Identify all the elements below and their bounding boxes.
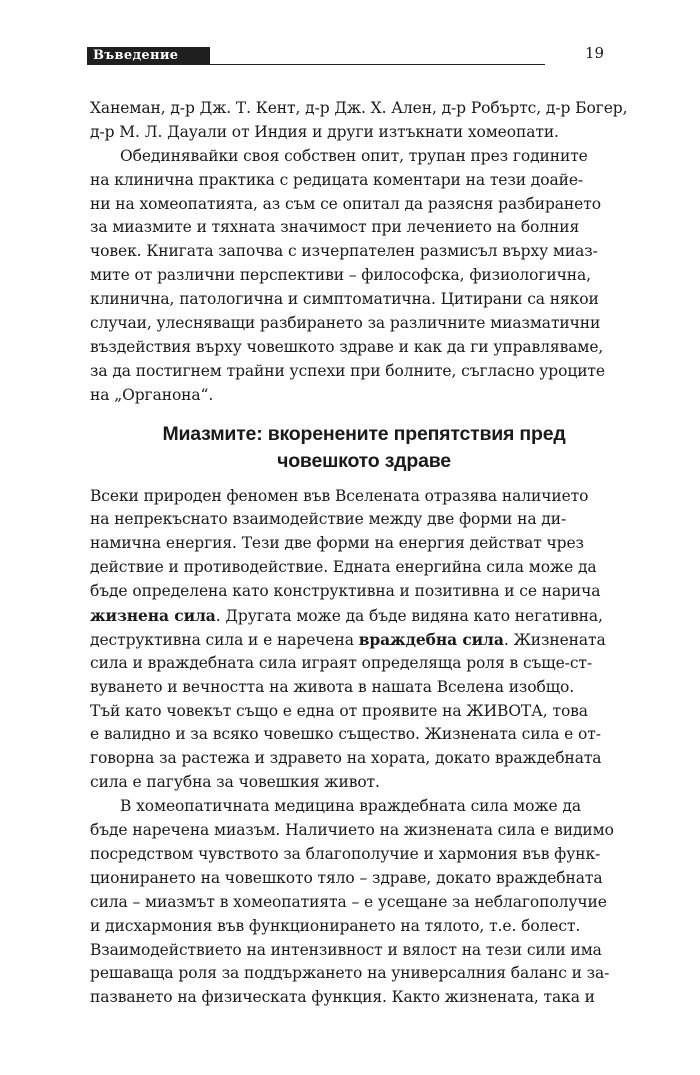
text-line: ни на хомеопатията, аз съм се опитал да разясня разбирането bbox=[90, 194, 601, 213]
text-line: ционирането на човешкото тяло – здраве, докато враждебната bbox=[90, 868, 603, 887]
text-line: клинична, патологична и симптоматична. Цитирани са някои bbox=[90, 290, 599, 309]
text-line: и дисхармония във функционирането на тялото, т.е. болест. bbox=[90, 916, 581, 935]
text-line: вуването и вечността на живота в нашата Вселена изобщо. bbox=[90, 677, 575, 696]
text-span: . Другата може да бъде видяна като негативна, bbox=[215, 607, 603, 626]
text-line: за да постигнем трайни успехи при болните, съгласно уроците bbox=[90, 361, 605, 380]
paragraph-3 bbox=[90, 485, 638, 796]
text-line: пазването на физическата функция. Както жизнената, така и bbox=[90, 988, 595, 1007]
text-span: деструктивна сила и е наречена bbox=[90, 630, 359, 649]
text-line: говорна за растежа и здравето на хората, докато враждебната bbox=[90, 749, 602, 768]
text-line: мите от различни перспективи – философска, физиологична, bbox=[90, 266, 591, 285]
text-line bbox=[90, 628, 638, 652]
text-line: решаваща роля за поддържането на универсалния баланс и за- bbox=[90, 964, 610, 983]
text-line: Всеки природен феномен във Вселената отразява наличието bbox=[90, 486, 589, 505]
text-line: д-р М. Л. Дауали от Индия и други изтъкнати хомеопати. bbox=[90, 122, 559, 141]
section-header-label: Въведение bbox=[87, 47, 210, 65]
text-line: намична енергия. Тези две форми на енергия действат чрез bbox=[90, 534, 584, 553]
text-line: Тъй като човекът също е една от проявите на ЖИВОТА, това bbox=[90, 701, 588, 720]
text-line: въздействия върху човешкото здраве и как да ги управляваме, bbox=[90, 337, 604, 356]
text-line: действие и противодействие. Едната енергийна сила може да bbox=[90, 558, 597, 577]
text-line: човек. Книгата започва с изчерпателен размисъл върху миаз- bbox=[90, 242, 598, 261]
text-line: бъде определена като конструктивна и позитивна и се нарича bbox=[90, 582, 601, 601]
text-line bbox=[90, 604, 638, 628]
text-line: сила – миазмът в хомеопатията – е усещане за неблагополучие bbox=[90, 892, 607, 911]
paragraph-4 bbox=[90, 795, 638, 1010]
text-line: Обединявайки своя собствен опит, трупан през годините bbox=[120, 146, 588, 165]
text-line: В хомеопатичната медицина враждебната сила може да bbox=[120, 797, 581, 816]
section-heading bbox=[90, 421, 638, 475]
text-line: Взаимодействието на интензивност и вялост на тези сили има bbox=[90, 940, 602, 959]
text-span: . Жизнената bbox=[503, 630, 606, 649]
section-heading-line: човешкото здраве bbox=[277, 449, 451, 472]
section-heading-line: Миазмите: вкоренените препятствия пред bbox=[162, 422, 566, 445]
text-line: на „Органона“. bbox=[90, 385, 214, 404]
term-vital-force: жизнена сила bbox=[90, 606, 216, 626]
term-hostile-force: враждебна сила bbox=[358, 629, 504, 649]
paragraph-2 bbox=[90, 145, 638, 408]
paragraph-1 bbox=[90, 97, 638, 145]
page-number: 19 bbox=[585, 44, 605, 62]
text-line: Ханеман, д-р Дж. Т. Кент, д-р Дж. Х. Ален, д-р Робъртс, д-р Богер, bbox=[90, 99, 628, 117]
text-line: бъде наречена миазъм. Наличието на жизнената сила е видимо bbox=[90, 821, 614, 840]
text-line: за миазмите и тяхната значимост при лечението на болния bbox=[90, 218, 580, 237]
text-line: сила и враждебната сила играят определяща роля в съще-ст- bbox=[90, 653, 593, 672]
text-line: на непрекъснато взаимодействие между две форми на ди- bbox=[90, 510, 567, 529]
text-line: сила е пагубна за човешкия живот. bbox=[90, 773, 380, 792]
header-rule bbox=[210, 64, 545, 65]
page-body bbox=[90, 97, 638, 1010]
text-line: случаи, улесняващи разбирането за различните миазматични bbox=[90, 314, 601, 333]
text-line: на клинична практика с редицата коментари на тези доайе- bbox=[90, 170, 584, 189]
text-line: посредством чувството за благополучие и хармония във функ- bbox=[90, 844, 601, 863]
text-line: е валидно и за всяко човешко същество. Жизнената сила е от- bbox=[90, 725, 601, 744]
